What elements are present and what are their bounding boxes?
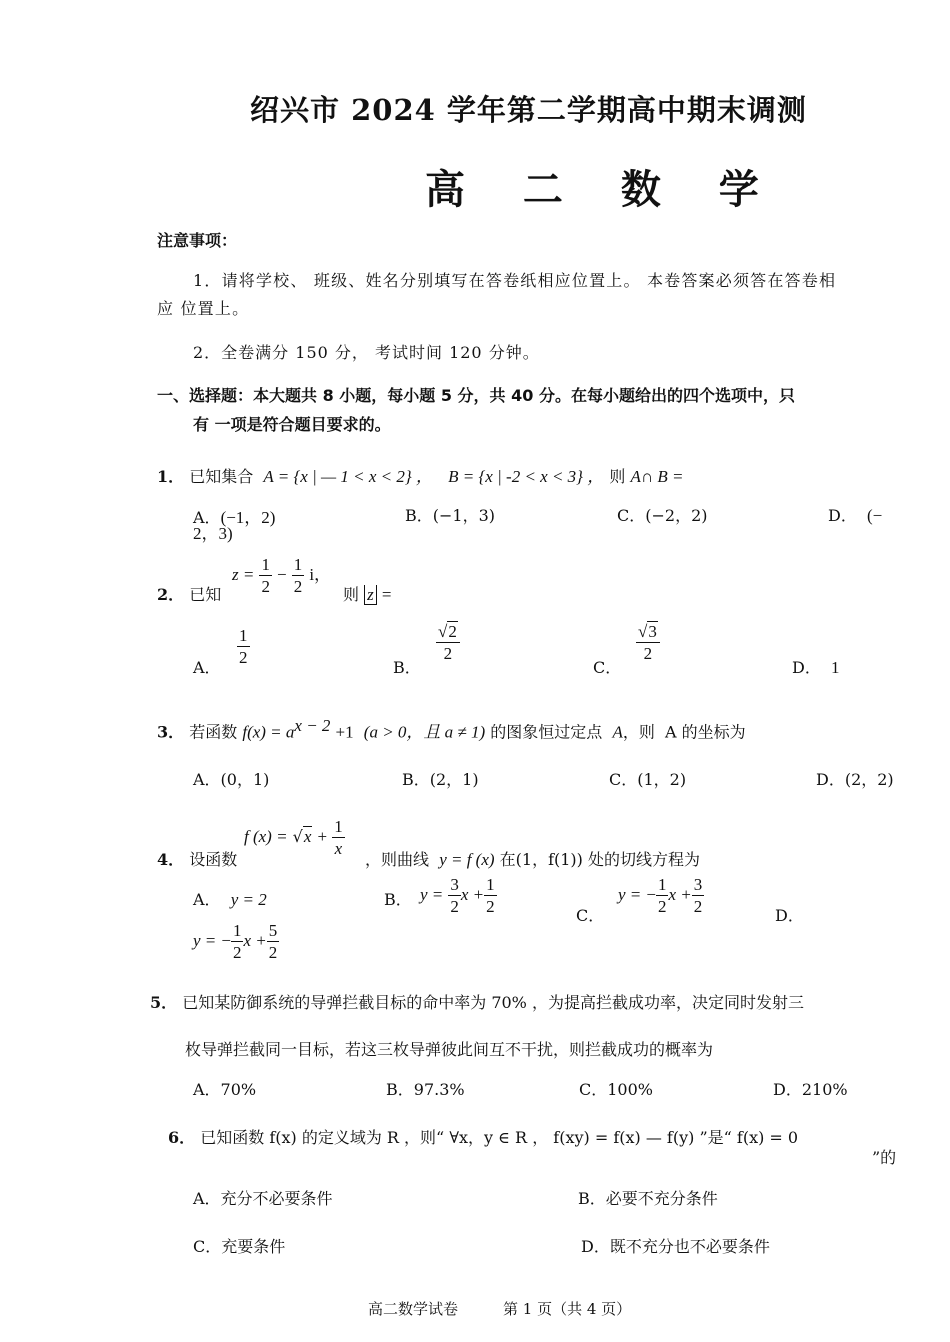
plus-sign: + — [317, 827, 328, 846]
question-stem: 已知某防御系统的导弹拦截目标的命中率为 70% ，为提高拦截成功率，决定同时发射三 — [182, 993, 804, 1012]
question-number: 5． — [150, 993, 178, 1012]
q5-option-d: D．210% — [773, 1080, 848, 1099]
question-number: 2． — [157, 585, 185, 604]
q2-option-d — [792, 655, 840, 678]
question-stem: 已知 — [189, 585, 222, 604]
subject-title: 高 二 数 学 — [425, 166, 781, 213]
page-number: 第 1 页（共 4 页） — [503, 1300, 632, 1318]
fraction-half: $\frac{1}{2}$ — [293, 555, 303, 596]
question-6 — [168, 1125, 798, 1148]
q2-option-c-label: C． — [593, 658, 622, 677]
question-5 — [150, 990, 804, 1013]
q2-option-b-label: B． — [393, 658, 421, 677]
point-a: A — [612, 722, 623, 742]
q2-expression — [232, 556, 331, 595]
question-2 — [157, 582, 221, 605]
sqrt-x: √x — [292, 827, 312, 846]
notice-item-1: 1．请将学校、 班级、姓名分别填写在答卷纸相应位置上。 本卷答案必须答在答卷相 — [193, 271, 837, 290]
q3-option-d: D．(2，2) — [816, 770, 894, 789]
option-label: A． — [193, 508, 221, 527]
intersection: A∩ B = — [630, 467, 684, 486]
set-b: B = {x | -2 < x < 3} ， — [448, 467, 605, 486]
q6-option-a: A．充分不必要条件 — [193, 1189, 333, 1208]
question-stem: 在(1，f(1)) 处的切线方程为 — [499, 850, 700, 869]
question-5-cont: 枚导弹拦截同一目标，若这三枚导弹彼此间互不干扰，则拦截成功的概率为 — [185, 1040, 714, 1059]
question-stem: 的图象恒过定点 — [490, 722, 603, 742]
q5-option-b: B．97.3% — [386, 1080, 465, 1099]
q1-option-b: B．(−1，3) — [405, 506, 496, 525]
q4-option-c-label: C． — [576, 906, 605, 925]
question-stem: ，则 — [622, 722, 655, 742]
option-label: D． — [828, 506, 857, 525]
q5-option-a: A．70% — [193, 1080, 257, 1099]
notice-item-1-cont: 应 位置上。 — [157, 299, 250, 318]
question-4-number — [157, 847, 237, 870]
q1-option-d-cont: 2，3) — [193, 524, 233, 543]
q4-option-d-label: D． — [775, 906, 804, 925]
question-number: 4． — [157, 850, 185, 869]
notice-item-2: 2．全卷满分 150 分， 考试时间 120 分钟。 — [193, 343, 540, 362]
option-value: y = 2 — [230, 890, 267, 909]
q4-option-b-value: y = $\frac{3}{2}$ x + $\frac{1}{2}$ — [420, 875, 495, 916]
question-stem: 则 — [609, 467, 626, 486]
option-value: 1 — [831, 658, 840, 677]
question-number: 6． — [168, 1128, 196, 1147]
set-a: A = {x | — 1 < x < 2} ， — [263, 467, 433, 486]
question-stem: 若函数 — [189, 722, 238, 742]
curve-expr: y = f (x) — [439, 850, 495, 869]
question-number: 3． — [157, 722, 185, 742]
q6-option-b: B．必要不充分条件 — [578, 1189, 718, 1208]
q3-option-b: B．(2，1) — [402, 770, 479, 789]
condition: (a > 0，且 a ≠ 1) — [363, 722, 486, 742]
option-label: D． — [792, 658, 821, 677]
function-expr: f(x) = a — [242, 722, 295, 742]
q4-option-a — [193, 887, 267, 910]
section-heading-cont: 有 一项是符合题目要求的。 — [193, 415, 391, 434]
question-stem: 已知集合 — [189, 467, 254, 486]
option-value: (− — [867, 506, 883, 525]
function-name: f (x) = — [244, 827, 288, 846]
fraction-one-over-x: $\frac{1}{x}$ — [334, 817, 343, 858]
question-stem: 则 — [343, 585, 360, 604]
q2-option-c-value: $\frac{√3}{2}$ — [636, 623, 660, 662]
option-value: (−1，2) — [220, 508, 276, 527]
q2-option-a-value: $\frac{1}{2}$ — [239, 626, 248, 667]
q3-option-c: C．(1，2) — [609, 770, 687, 789]
option-label: A． — [193, 890, 221, 909]
q4-option-c-value: y = − $\frac{1}{2}$ x + $\frac{3}{2}$ — [618, 875, 703, 916]
question-stem: 设函数 — [189, 850, 238, 869]
z-equals: z = — [232, 565, 255, 584]
question-1 — [157, 462, 683, 487]
q4-option-d-value: y = − $\frac{1}{2}$ x + $\frac{5}{2}$ — [193, 921, 278, 962]
footer-title: 高二数学试卷 — [368, 1300, 459, 1318]
fraction-half: $\frac{1}{2}$ — [261, 555, 270, 596]
plus-one: +1 — [335, 722, 354, 742]
question-stem: ，则曲线 — [365, 850, 430, 869]
q2-option-b-value: $\frac{√2}{2}$ — [436, 623, 460, 662]
q4-stem-end — [365, 847, 700, 870]
q3-option-a: A．(0，1) — [193, 770, 270, 789]
equals-sign: = — [381, 585, 392, 604]
section-heading: 一、选择题：本大题共 8 小题，每小题 5 分，共 40 分。在每小题给出的四个选项中，只 — [157, 386, 795, 405]
question-number: 1． — [157, 467, 185, 486]
q4-function — [244, 818, 345, 857]
minus-sign: − — [277, 565, 287, 584]
q1-option-d — [828, 503, 882, 526]
q6-option-d: D．既不充分也不必要条件 — [581, 1237, 770, 1256]
exam-title: 绍兴市 2024 学年第二学期高中期末调测 — [250, 93, 807, 127]
imaginary-unit: i， — [309, 565, 332, 584]
q2-stem-end — [343, 582, 391, 605]
question-stem: 已知函数 f(x) 的定义域为 R ，则“ ∀x，y ∈ R ， f(xy) = f(x) — f(y) ”是“ f(x) = 0 — [200, 1128, 799, 1147]
question-stem: A 的坐标为 — [665, 722, 746, 742]
q1-option-c: C．(−2，2) — [617, 506, 708, 525]
question-3 — [157, 716, 746, 742]
q6-option-c: C．充要条件 — [193, 1237, 286, 1256]
notice-heading: 注意事项： — [157, 231, 238, 250]
q4-option-b-label: B． — [384, 890, 412, 909]
abs-z: z — [364, 585, 377, 605]
q5-option-c: C．100% — [579, 1080, 653, 1099]
question-6-end: ”的 — [872, 1148, 897, 1167]
q2-option-a-label: A． — [193, 658, 221, 677]
exponent: x − 2 — [294, 716, 331, 735]
